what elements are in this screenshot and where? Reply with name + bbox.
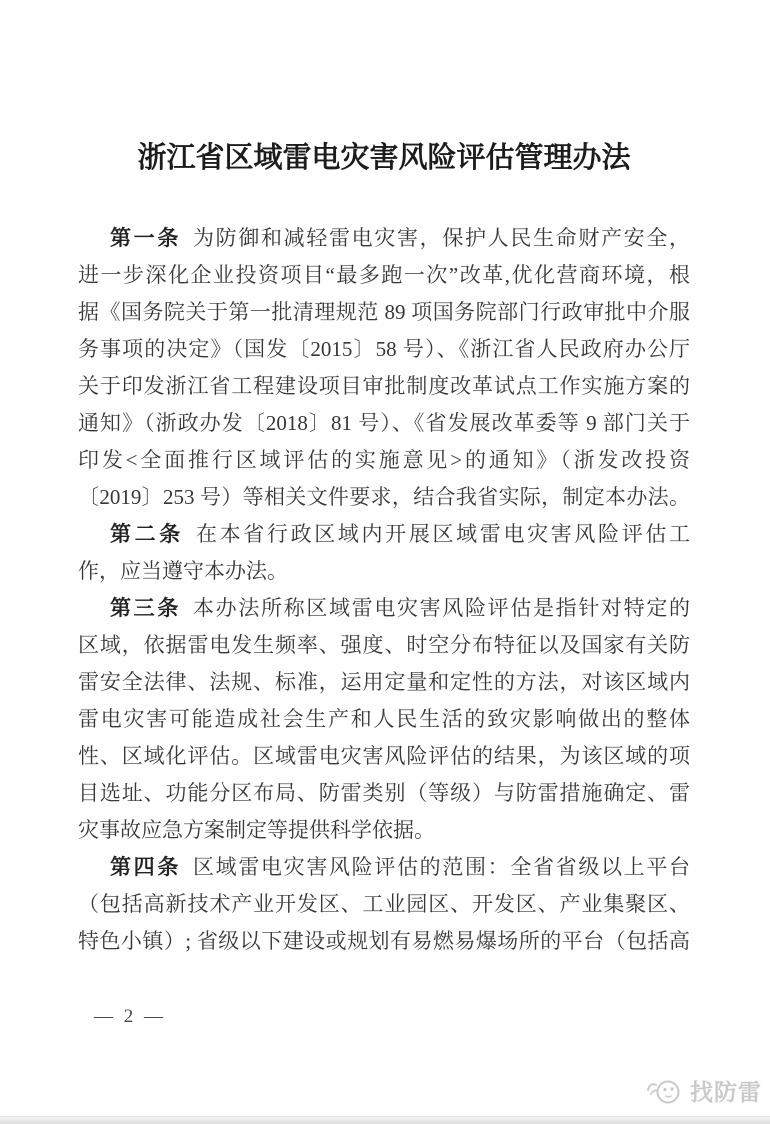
text-line: 性、区域化评估。区域雷电灾害风险评估的结果，为该区域的项 <box>78 744 690 768</box>
paragraph-article-1 <box>78 220 690 516</box>
text-line: 特色小镇）; 省级以下建设或规划有易燃易爆场所的平台（包括高 <box>78 929 690 953</box>
article-number: 第一条 <box>110 226 181 250</box>
page-number: — 2 — <box>94 1006 166 1027</box>
paragraph-article-2 <box>78 516 690 590</box>
page-title: 浙江省区域雷电灾害风险评估管理办法 <box>137 142 631 174</box>
text-line: 据《国务院关于第一批清理规范 89 项国务院部门行政审批中介服 <box>78 300 690 324</box>
document-body <box>78 220 690 960</box>
text-line: 〔2019〕253 号）等相关文件要求，结合我省实际，制定本办法。 <box>78 485 690 509</box>
text-line: 雷电灾害可能造成社会生产和人民生活的致灾影响做出的整体 <box>78 707 690 731</box>
watermark-label: 找防雷 <box>690 1079 762 1105</box>
text-line <box>78 220 690 257</box>
paragraph-text: 区域雷电灾害风险评估的范围：全省省级以上平台 <box>193 855 690 879</box>
paragraph-article-3 <box>78 590 690 849</box>
text-line: 灾事故应急方案制定等提供科学依据。 <box>78 818 435 842</box>
text-line: 区域，依据雷电发生频率、强度、时空分布特征以及国家有关防 <box>78 633 690 657</box>
text-line: 进一步深化企业投资项目“最多跑一次”改革,优化营商环境，根 <box>78 263 690 287</box>
paragraph-text: 在本省行政区域内开展区域雷电灾害风险评估工 <box>195 522 690 546</box>
text-line: 雷安全法律、法规、标准，运用定量和定性的方法，对该区域内 <box>78 670 690 694</box>
paragraph-text: 为防御和减轻雷电灾害，保护人民生命财产安全， <box>193 226 690 250</box>
text-line <box>78 590 690 627</box>
mascot-icon <box>645 1076 683 1106</box>
text-line: 作，应当遵守本办法。 <box>78 559 288 583</box>
watermark <box>645 1074 762 1107</box>
paragraph-article-4 <box>78 849 690 960</box>
text-line: 关于印发浙江省工程建设项目审批制度改革试点工作实施方案的 <box>78 374 690 398</box>
text-line: 通知》（浙政办发〔2018〕81 号）、《省发展改革委等 9 部门关于 <box>78 411 690 435</box>
article-number: 第三条 <box>110 596 181 620</box>
article-number: 第二条 <box>110 522 184 546</box>
paragraph-text: 本办法所称区域雷电灾害风险评估是指针对特定的 <box>193 596 690 620</box>
text-line <box>78 849 690 886</box>
text-line: （包括高新技术产业开发区、工业园区、开发区、产业集聚区、 <box>78 892 690 916</box>
text-line: 目选址、功能分区布局、防雷类别（等级）与防雷措施确定、雷 <box>78 781 690 805</box>
text-line: 印发<全面推行区域评估的实施意见>的通知》（浙发改投资 <box>78 448 690 472</box>
article-number: 第四条 <box>110 855 181 879</box>
text-line <box>78 516 690 553</box>
text-line: 务事项的决定》（国发〔2015〕58 号）、《浙江省人民政府办公厅 <box>78 337 690 361</box>
page-edge-strip <box>0 1116 770 1124</box>
